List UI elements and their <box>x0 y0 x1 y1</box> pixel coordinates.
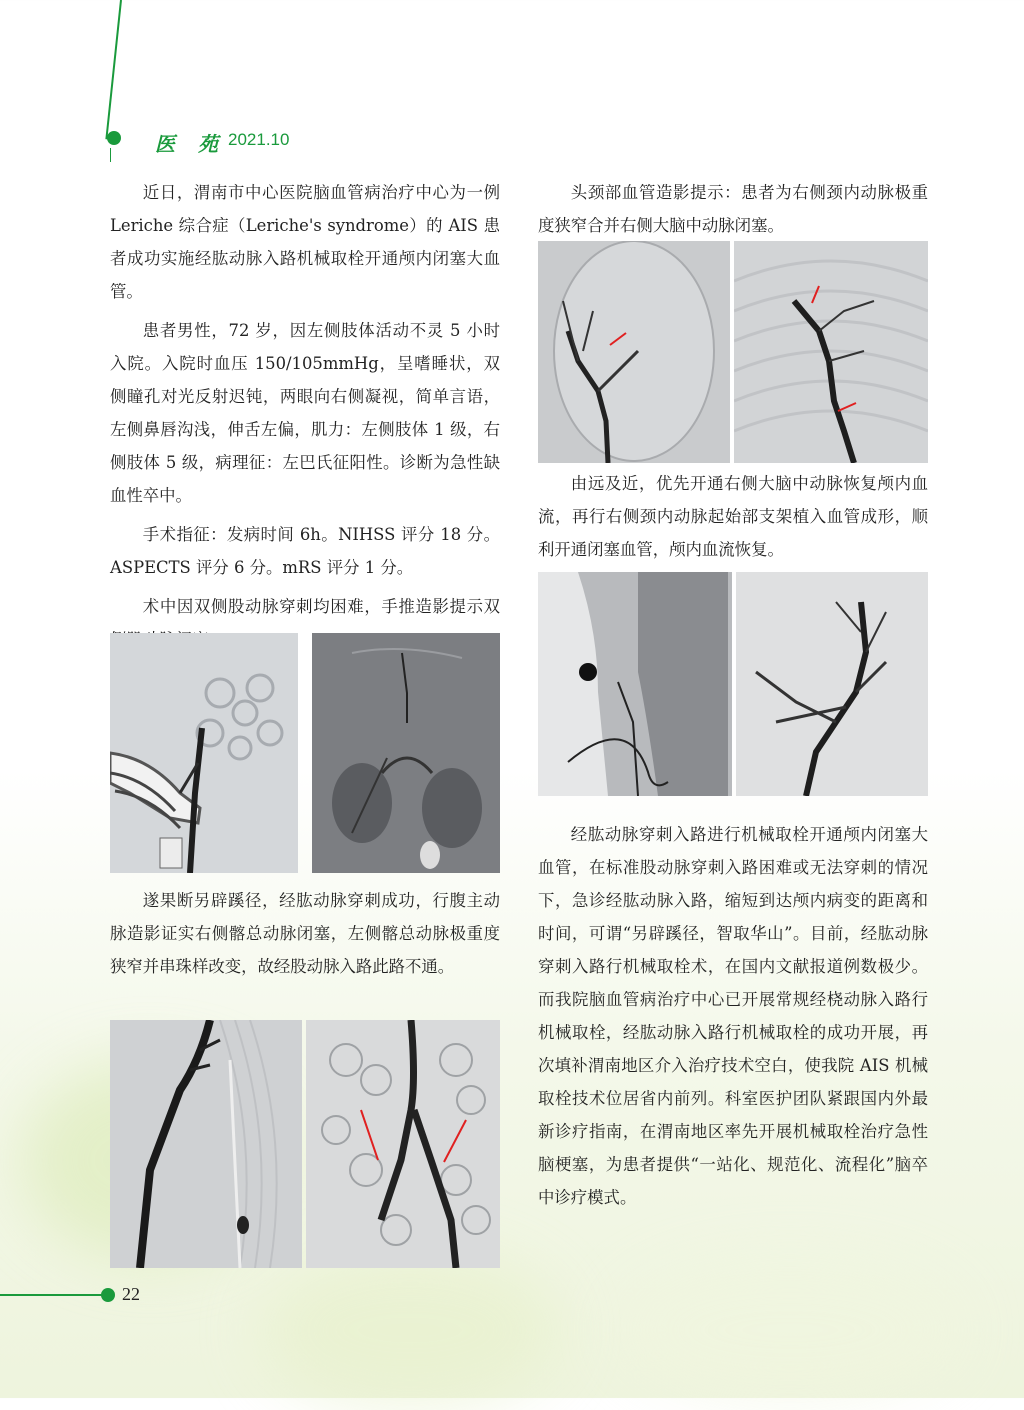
footer-dot <box>101 1288 115 1302</box>
right-column-top <box>538 176 928 248</box>
left-column-top <box>110 176 500 662</box>
right-column-bottom <box>538 818 928 1220</box>
paragraph-femoral: 术中因双侧股动脉穿刺均困难，手推造影提示双 <box>142 597 500 616</box>
angiogram-femoral-right <box>312 633 500 873</box>
angiogram-neck-stent <box>538 572 732 796</box>
header-vertical-line <box>105 0 122 139</box>
right-column-middle <box>538 467 928 572</box>
angiogram-cerebral-lateral <box>734 241 928 463</box>
issue-date: 2021.10 <box>228 130 290 149</box>
angiogram-iliac-right <box>306 1020 500 1268</box>
angiogram-cerebral-ap <box>538 241 730 463</box>
angiogram-femoral-left <box>110 633 298 873</box>
header-short-line <box>110 148 111 162</box>
paragraph-patient: 患者男性，72 岁，因左侧肢体活动不灵 5 小时入院。入院时血压 150/105mmHg，呈嗜睡状，双侧瞳孔对光反射迟钝，两眼向右侧凝视，简单言语，左侧鼻唇沟浅，伸舌左偏，肌力：左侧肢体 1 级，右侧肢体 5 级，病理征：左巴氏征阳性。诊断为急性缺血性卒中。 <box>110 321 500 505</box>
angiogram-iliac-left <box>110 1020 302 1268</box>
background-glow <box>620 1260 960 1400</box>
footer-line <box>0 1294 108 1296</box>
paragraph-intro: 近日，渭南市中心医院脑血管病治疗中心为一例 Leriche 综合症（Leriche's syndrome）的 AIS 患者成功实施经肱动脉入路机械取栓开通颅内闭塞大血管。 <box>110 183 500 301</box>
paragraph-brachial: 遂果断另辟蹊径，经肱动脉穿刺成功，行腹主动脉造影证实右侧髂总动脉闭塞，左侧髂总动脉极重度狭窄并串珠样改变，故经股动脉入路此路不通。 <box>110 891 500 976</box>
paragraph-conclusion: 经肱动脉穿刺入路进行机械取栓开通颅内闭塞大血管，在标准股动脉穿刺入路困难或无法穿刺的情况下，急诊经肱动脉入路，缩短到达颅内病变的距离和时间，可谓“另辟蹊径，智取华山”。目前，经肱动脉穿刺入路行机械取栓术，在国内文献报道例数极少。而我院脑血管病治疗中心已开展常规经桡动脉入路行机械取栓，经肱动脉入路行机械取栓的成功开展，再次填补渭南地区介入治疗技术空白，使我院 AIS 机械取栓技术位居省内前列。科室医护团队紧跟国内外最新诊疗指南，在渭南地区率先开展机械取栓治疗急性脑梗塞，为患者提供“一站化、规范化、流程化”脑卒中诊疗模式。 <box>538 825 928 1207</box>
journal-title: 医 苑 <box>155 132 226 156</box>
left-column-middle <box>110 884 500 989</box>
paragraph-recanalization: 由远及近，优先开通右侧大脑中动脉恢复颅内血流，再行右侧颈内动脉起始部支架植入血管成形，顺利开通闭塞血管，颅内血流恢复。 <box>538 474 928 559</box>
angiogram-post-procedure <box>736 572 928 796</box>
page-number: 22 <box>122 1284 140 1304</box>
paragraph-head-neck: 头颈部血管造影提示：患者为右侧颈内动脉极重度狭窄合并右侧大脑中动脉闭塞。 <box>538 183 928 235</box>
header-dot <box>107 131 121 145</box>
paragraph-indication: 手术指征：发病时间 6h。NIHSS 评分 18 分。ASPECTS 评分 6 分。mRS 评分 1 分。 <box>110 525 500 577</box>
background-glow <box>260 1250 560 1410</box>
